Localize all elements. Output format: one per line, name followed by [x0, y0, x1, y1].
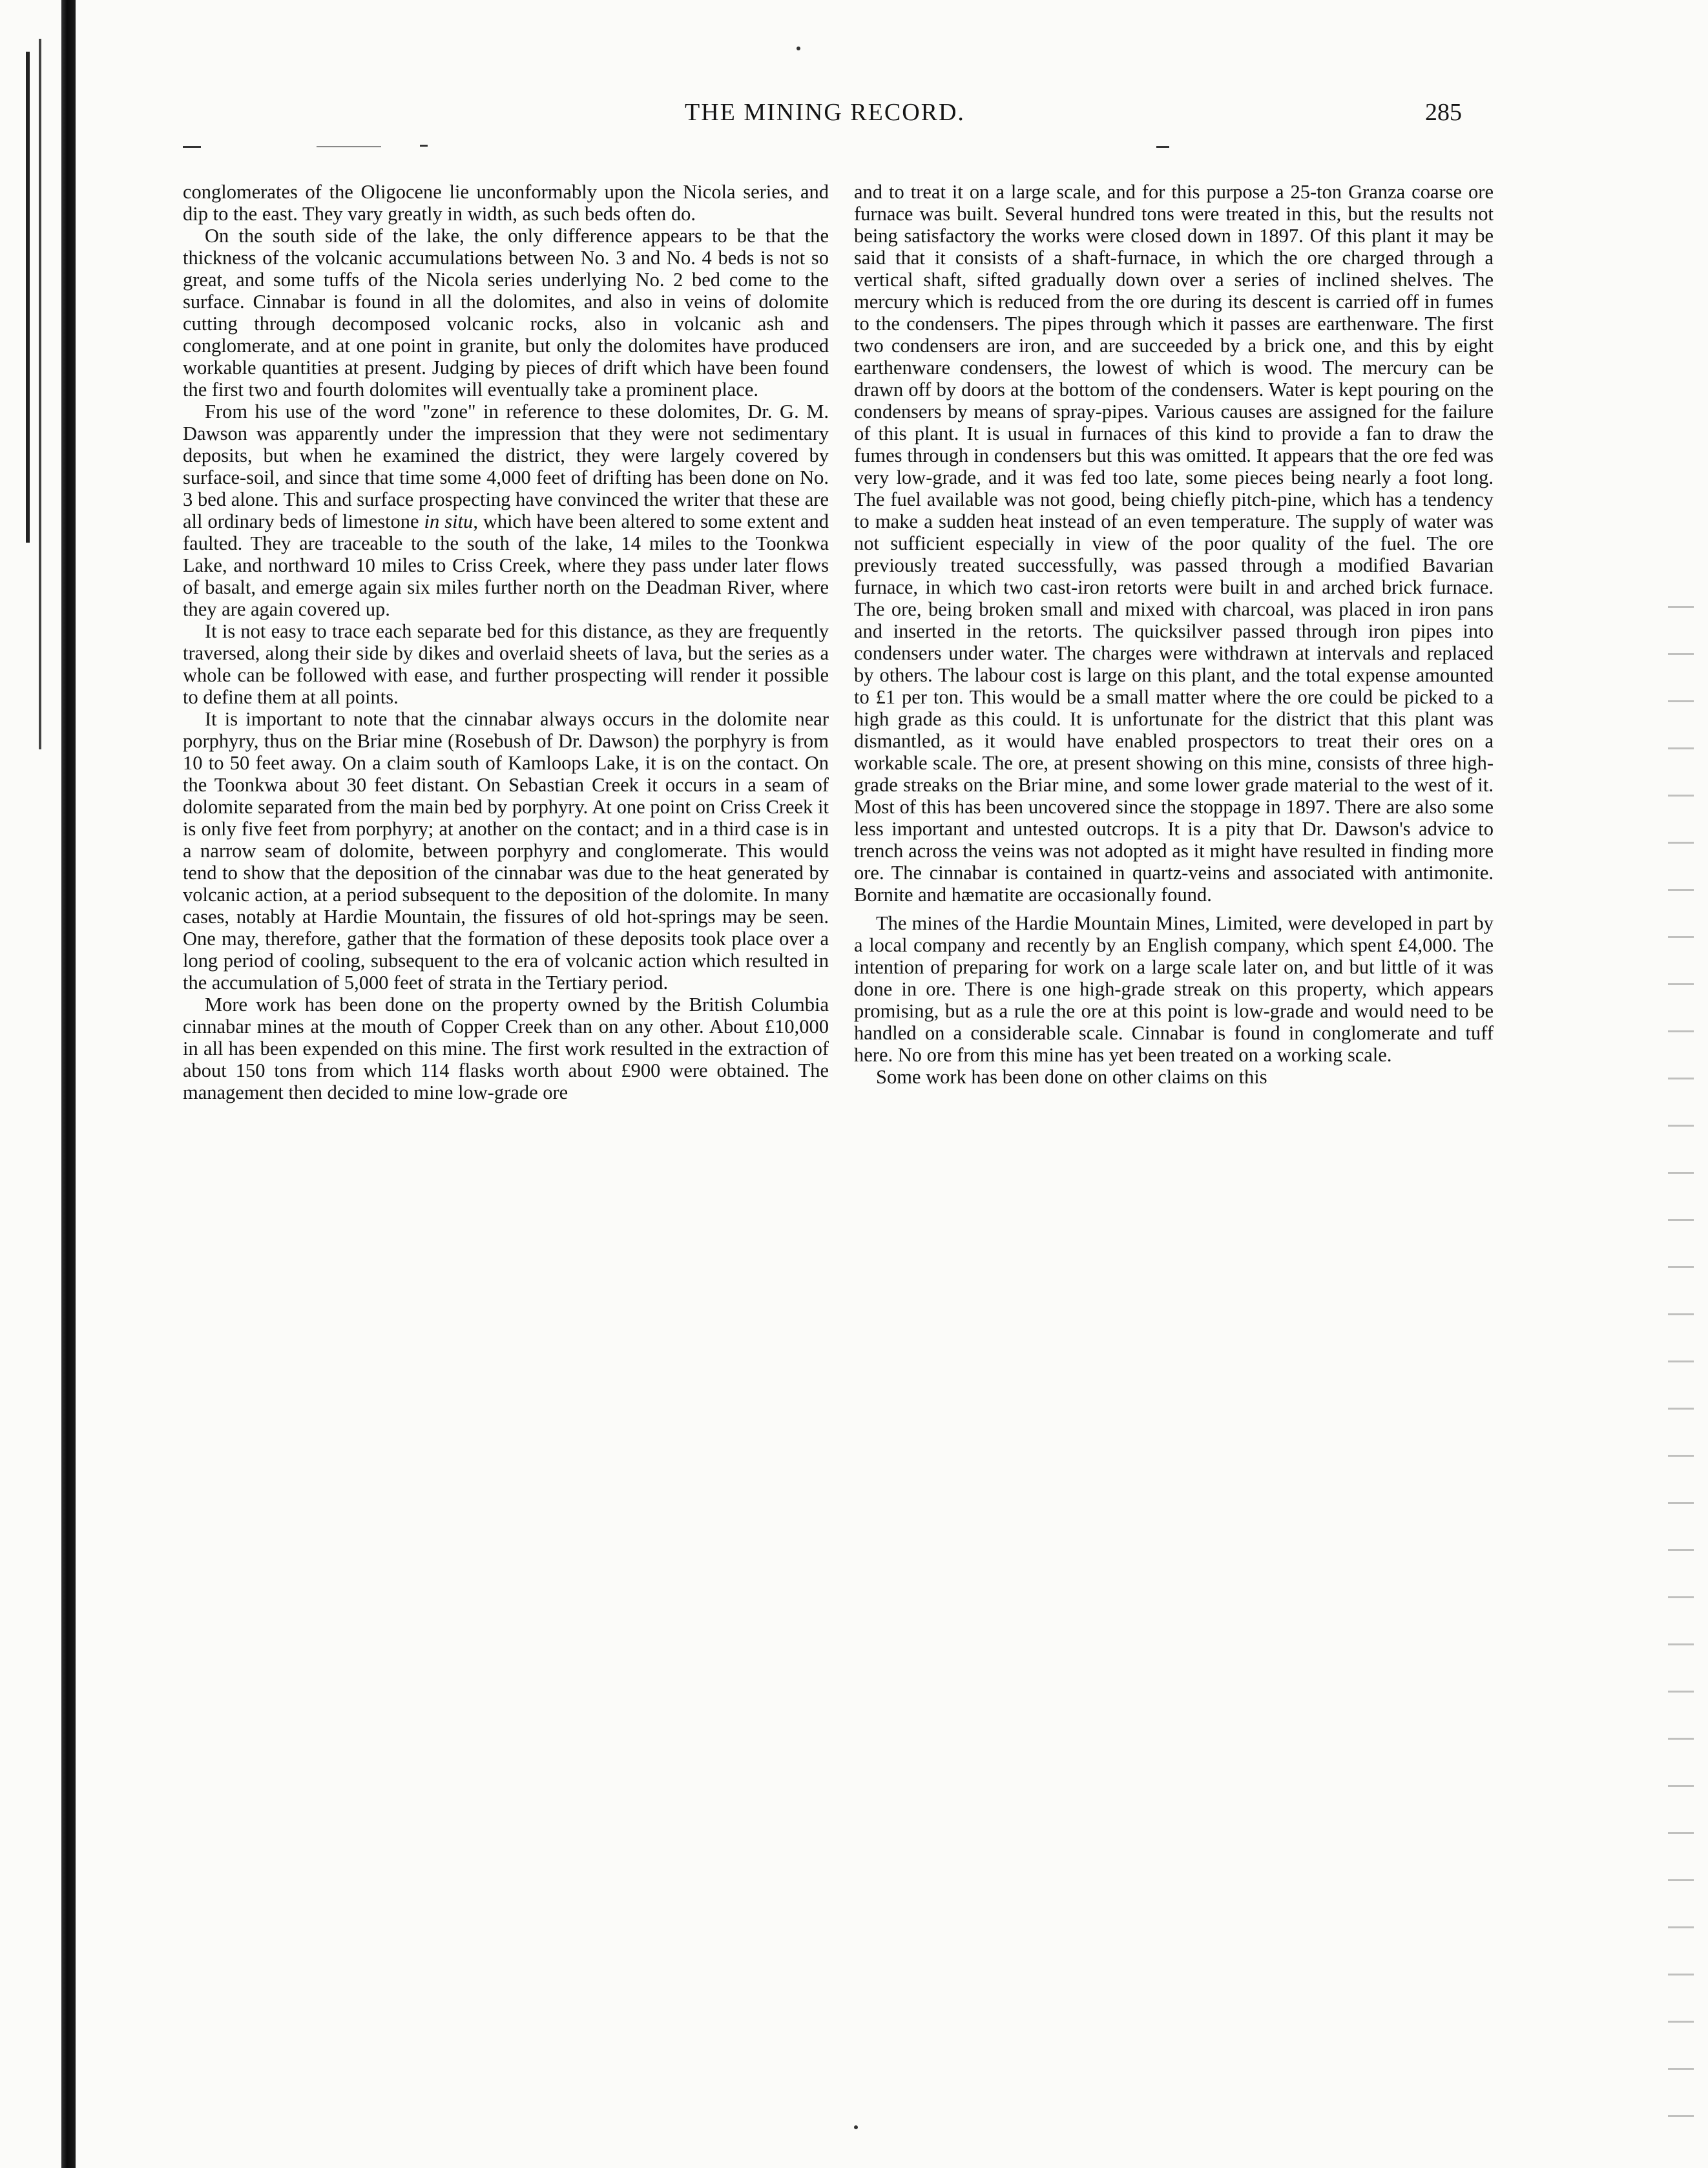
paragraph: The mines of the Hardie Mountain Mines, Limited, were developed in part by a local company and recently by an English company, which spent £4,000. The intention of preparing for work on a large scale later on, and but little of it was done in ore. There is one high-grade streak on this property, which appears promising, but as a rule the ore at this point is low-grade and would need to be handled on a considerable scale. Cinnabar is found in conglomerate and tuff here. No ore from this mine has yet been treated on a working scale. — [854, 912, 1494, 1066]
paragraph: and to treat it on a large scale, and for this purpose a 25-ton Granza coarse ore furnace was built. Several hundred tons were treated in this, but the results not being satisfactory the works were closed down in 1897. Of this plant it may be said that it consists of a shaft-furnace, in which the ore charged through a vertical shaft, sifted gradually down over a series of inclined shelves. The mercury which is reduced from the ore during its descent is carried off in fumes to the condensers. The pipes through which it passes are earthenware. The first two condensers are iron, and are succeeded by a brick one, and this by eight earthenware condensers, the lowest of which is wood. The mercury can be drawn off by doors at the bottom of the condensers. Water is kept pouring on the condensers by means of spray-pipes. Various causes are assigned for the failure of this plant. It is usual in furnaces of this kind to provide a fan to draw the fumes through in condensers but this was omitted. It appears that the ore fed was very low-grade, and it was fed too late, some pieces being nearly a foot long. The fuel available was not good, being chiefly pitch-pine, which has a tendency to make a sudden heat instead of an even temperature. The supply of water was not sufficient especially in view of the poor quality of the fuel. The ore previously treated successfully, was passed through a modified Bavarian furnace, in which two cast-iron retorts were built in and arched brick furnace. The ore, being broken small and mixed with charcoal, was placed in iron pans and inserted in the retorts. The quicksilver passed through iron pipes into condensers under water. The charges were withdrawn at intervals and replaced by others. The labour cost is large on this plant, and the total expense amounted to £1 per ton. This would be a small matter where the ore could be picked to a high grade as this could. It is unfortunate for the district that this plant was dismantled, as it would have enabled prospectors to treat their ores on a workable scale. The ore, at present showing on this mine, consists of three high-grade streaks on the Briar mine, and some lower grade material to the west of it. Most of this has been uncovered since the stoppage in 1897. There are also some less important and untested outcrops. It is a pity that Dr. Dawson's advice to trench across the veins was not adopted as it might have resulted in finding more ore. The cinnabar is contained in quartz-veins and associated with antimonite. Bornite and hæmatite are occasionally found. — [854, 181, 1494, 906]
header-rule-mark — [420, 145, 428, 147]
binding-shadow-line — [26, 52, 30, 543]
paragraph: conglomerates of the Oligocene lie unconformably upon the Nicola series, and dip to the east. They vary greatly in width, as such beds often do. — [183, 181, 829, 225]
running-header-title: THE MINING RECORD. — [685, 99, 965, 126]
text-column-right — [854, 181, 1494, 2041]
header-rule-mark — [317, 146, 381, 147]
scan-edge-specks — [1668, 581, 1694, 2132]
paragraph: It is not easy to trace each separate bed for this distance, as they are frequently traversed, along their side by dikes and overlaid sheets of lava, but the series as a whole can be followed with ease, and further prospecting will render it possible to define them at all points. — [183, 620, 829, 708]
text-column-left — [183, 181, 829, 2041]
paragraph-text: From his use of the word "zone" in reference to these dolomites, Dr. G. M. Dawson was apparently under the impression that they were not sedimentary deposits, but when he examined the district, they were largely covered by surface-soil, and since that time some 4,000 feet of drifting has been done on No. 3 bed alone. This and surface prospecting have convinced the writer that these are all ordinary beds of limestone — [183, 401, 829, 532]
paragraph: On the south side of the lake, the only difference appears to be that the thickness of the volcanic accumulations between No. 3 and No. 4 beds is not so great, and some tuffs of the Nicola series underlying No. 2 bed come to the surface. Cinnabar is found in all the dolomites, and also in veins of dolomite cutting through decomposed volcanic rocks, also in volcanic ash and conglomerate, and at one point in granite, but only the dolomites have produced workable quantities at present. Judging by pieces of drift which have been found the first two and fourth dolomites will eventually take a prominent place. — [183, 225, 829, 401]
italic-phrase: in situ — [424, 510, 474, 532]
paragraph: More work has been done on the property owned by the British Columbia cinnabar mines at the mouth of Copper Creek than on any other. About £10,000 in all has been expended on this mine. The first work resulted in the extraction of about 150 tons from which 114 flasks worth about £900 were obtained. The management then decided to mine low-grade ore — [183, 994, 829, 1103]
paragraph-text: , which have been altered to some extent and faulted. They are traceable to the south of the lake, 14 miles to the Toonkwa Lake, and northward 10 miles to Criss Creek, where they pass under later flows of basalt, and emerge again six miles further north on the Deadman River, where they are again covered up. — [183, 510, 829, 620]
header-rule-mark — [183, 146, 201, 148]
scan-speck — [854, 2125, 858, 2129]
paragraph — [183, 401, 829, 620]
paragraph: Some work has been done on other claims on this — [876, 1066, 1267, 1088]
page-number: 285 — [1425, 99, 1462, 126]
binding-shadow-line — [39, 39, 41, 749]
page-binding-edge — [61, 0, 76, 2168]
header-rule-mark — [1156, 146, 1169, 148]
scan-speck — [797, 47, 800, 50]
paragraph: It is important to note that the cinnabar always occurs in the dolomite near porphyry, thus on the Briar mine (Rosebush of Dr. Dawson) the porphyry is from 10 to 50 feet away. On a claim south of Kamloops Lake, it is on the contact. On the Toonkwa about 30 feet distant. On Sebastian Creek it occurs in a seam of dolomite separated from the main bed by porphyry. At one point on Criss Creek it is only five feet from porphyry; at another on the contact; and in a third case is in a narrow seam of dolomite, between porphyry and conglomerate. This would tend to show that the deposition of the cinnabar was due to the heat generated by volcanic action, at a period subsequent to the deposition of the dolomite. In many cases, notably at Hardie Mountain, the fissures of old hot-springs may be seen. One may, therefore, gather that the formation of these deposits took place over a long period of cooling, subsequent to the era of volcanic action which resulted in the accumulation of 5,000 feet of strata in the Tertiary period. — [183, 708, 829, 994]
